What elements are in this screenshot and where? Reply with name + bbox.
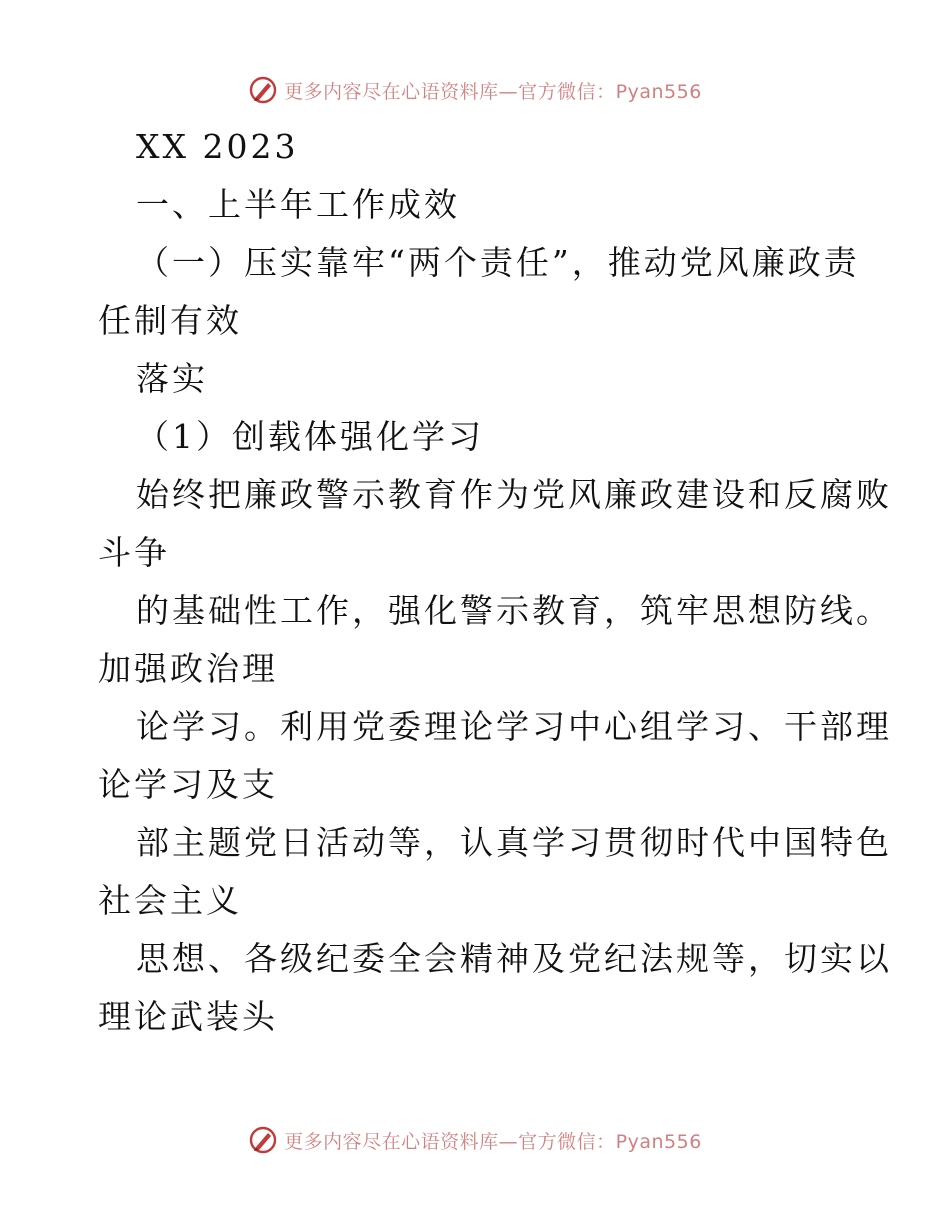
document-body <box>98 118 892 1046</box>
watermark-banner-top <box>0 70 950 110</box>
doc-line: 社会主义 <box>98 881 242 920</box>
doc-line: 加强政治理 <box>98 649 278 688</box>
subsection-heading: （一）压实靠牢“两个责任”，推动党风廉政责 <box>136 243 860 282</box>
doc-line: 思想、各级纪委全会精神及党纪法规等，切实以 <box>136 939 892 978</box>
doc-line: 部主题党日活动等，认真学习贯彻时代中国特色 <box>136 823 892 862</box>
doc-line: 斗争 <box>98 533 170 572</box>
doc-line: 论学习。利用党委理论学习中心组学习、干部理 <box>136 707 892 746</box>
doc-line: XX 2023 <box>136 127 299 166</box>
section-heading: 一、上半年工作成效 <box>136 185 460 224</box>
watermark-text: 更多内容尽在心语资料库—官方微信：Pyan556 <box>284 80 702 103</box>
doc-line: 理论武装头 <box>98 997 278 1036</box>
pen-logo-icon <box>248 1125 278 1155</box>
watermark-text: 更多内容尽在心语资料库—官方微信：Pyan556 <box>284 1130 702 1153</box>
doc-line: 落实 <box>136 359 208 398</box>
doc-line: 任制有效 <box>98 301 242 340</box>
pen-logo-icon <box>248 75 278 105</box>
doc-line: 的基础性工作，强化警示教育，筑牢思想防线。 <box>136 591 892 630</box>
doc-line: 论学习及支 <box>98 765 278 804</box>
doc-line: 始终把廉政警示教育作为党风廉政建设和反腐败 <box>136 475 892 514</box>
watermark-banner-bottom <box>0 1120 950 1160</box>
item-heading: （1）创载体强化学习 <box>136 417 484 456</box>
